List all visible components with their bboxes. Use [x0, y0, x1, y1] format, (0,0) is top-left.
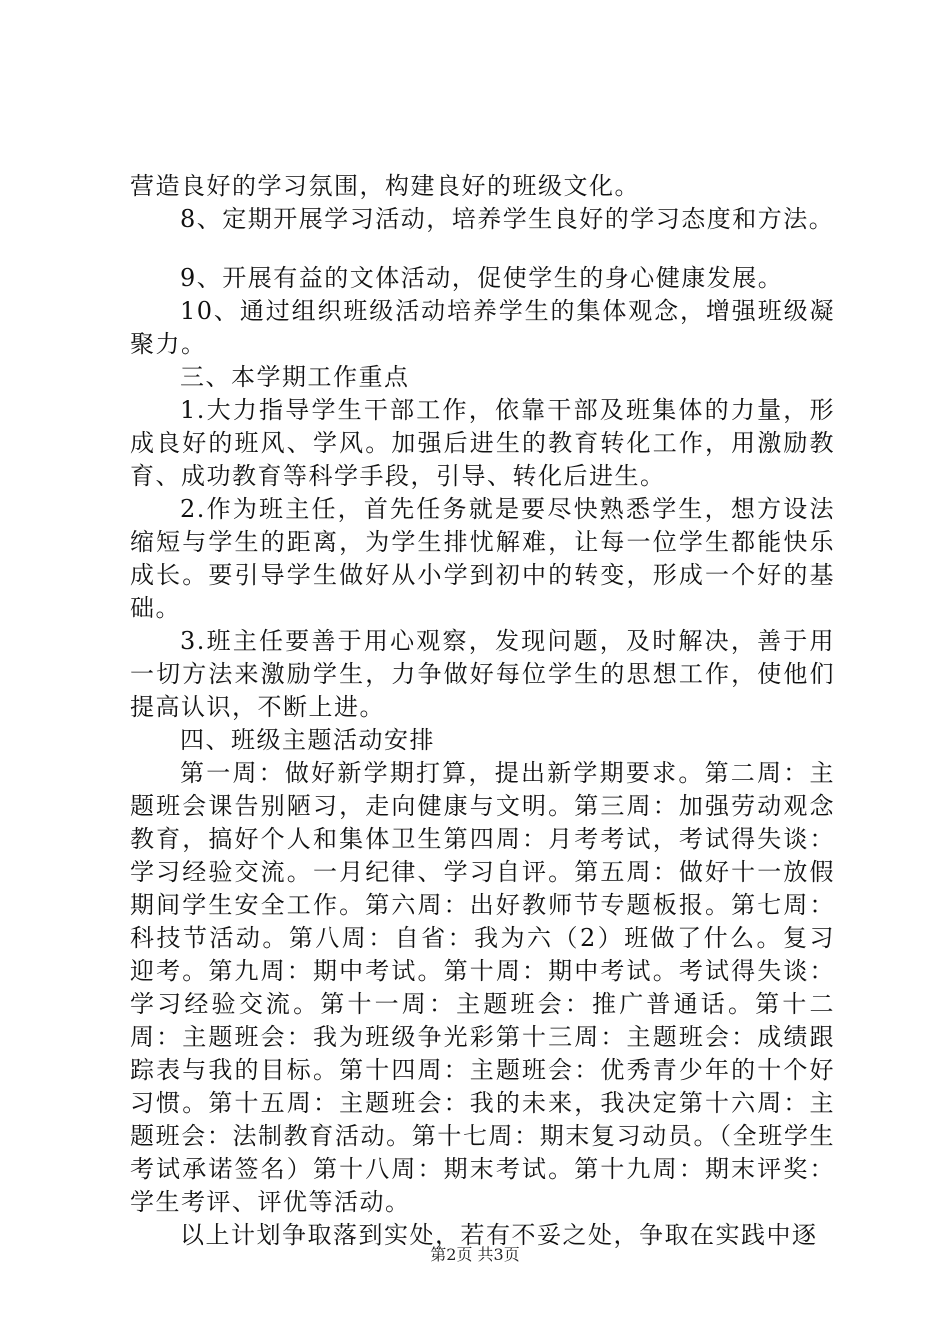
paragraph-4: 10、通过组织班级活动培养学生的集体观念，增强班级凝聚力。: [130, 297, 835, 358]
paragraph-focus-1: 1.大力指导学生干部工作，依靠干部及班集体的力量，形成良好的班风、学风。加强后进生的教育转化工作，用激励教育、成功教育等科学手段，引导、转化后进生。: [130, 396, 835, 490]
page-number-footer: 第2页 共3页: [430, 1245, 520, 1264]
paragraph-weekly-schedule: 第一周：做好新学期打算，提出新学期要求。第二周：主题班会课告别陋习，走向健康与文明。第三周：加强劳动观念教育，搞好个人和集体卫生第四周：月考考试，考试得失谈：学习经验交流。一月纪律、学习自评。第五周：做好十一放假期间学生安全工作。第六周：出好教师节专题板报。第七周：科技节活动。第八周：自省：我为六（2）班做了什么。复习迎考。第九周：期中考试。第十周：期中考试。考试得失谈：学习经验交流。第十一周：主题班会：推广普通话。第十二周：主题班会：我为班级争光彩第十三周：主题班会：成绩跟踪表与我的目标。第十四周：主题班会：优秀青少年的十个好习惯。第十五周：主题班会：我的未来，我决定第十六周：主题班会：法制教育活动。第十七周：期末复习动员。（全班学生考试承诺签名）第十八周：期末考试。第十九周：期末评奖：学生考评、评优等活动。: [130, 759, 835, 1216]
paragraph-3: 9、开展有益的文体活动，促使学生的身心健康发展。: [180, 264, 784, 292]
paragraph-1: 营造良好的学习氛围，构建良好的班级文化。: [130, 172, 640, 200]
paragraph-focus-3: 3.班主任要善于用心观察，发现问题，及时解决，善于用一切方法来激励学生，力争做好每位学生的思想工作，使他们提高认识，不断上进。: [130, 627, 835, 721]
document-body: [130, 170, 835, 1252]
paragraph-closing: 以上计划争取落到实处，若有不妥之处，争取在实践中逐: [180, 1221, 818, 1249]
section-heading-4: 四、班级主题活动安排: [180, 726, 435, 754]
paragraph-2: 8、定期开展学习活动，培养学生良好的学习态度和方法。: [180, 205, 835, 233]
section-heading-3: 三、本学期工作重点: [180, 363, 410, 391]
paragraph-focus-2: 2.作为班主任，首先任务就是要尽快熟悉学生，想方设法缩短与学生的距离，为学生排忧解难，让每一位学生都能快乐成长。要引导学生做好从小学到初中的转变，形成一个好的基础。: [130, 495, 835, 622]
